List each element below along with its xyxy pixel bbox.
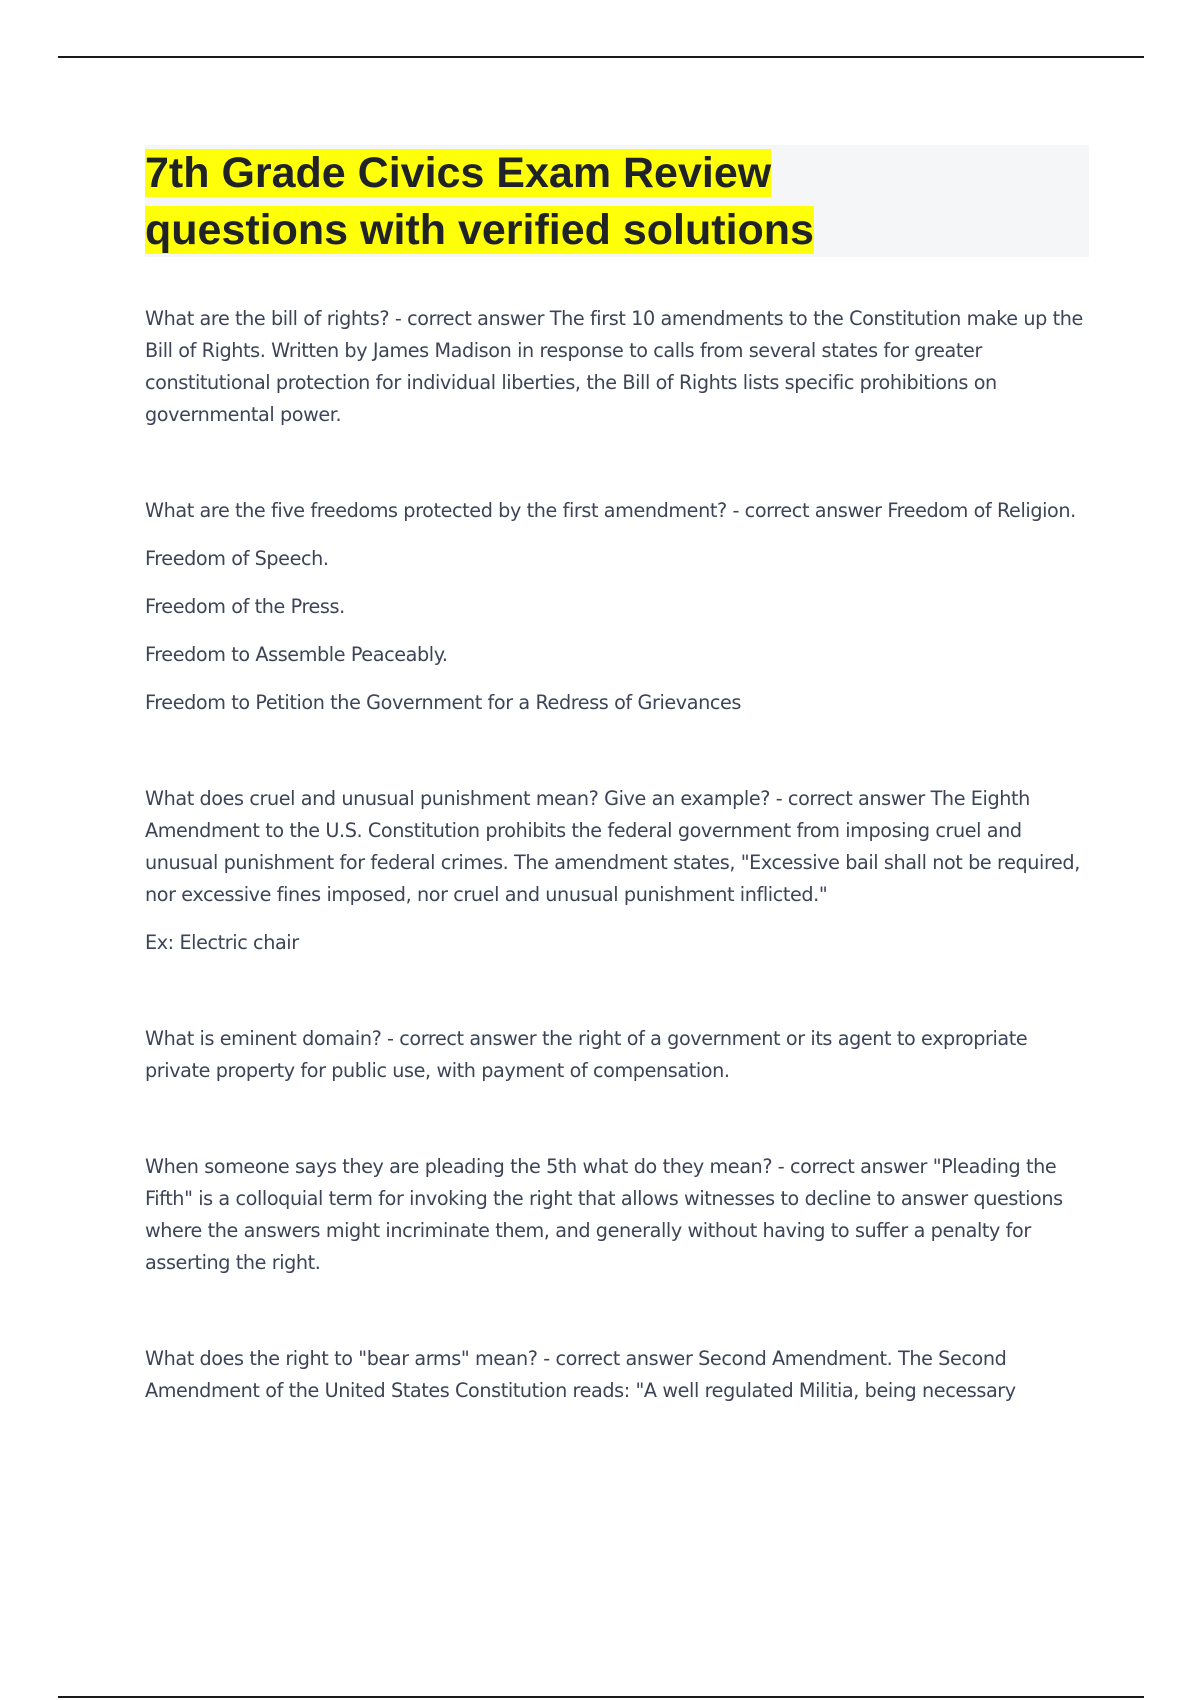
qa-item-pleading-fifth: [145, 1151, 1090, 1279]
qa-text: Freedom of the Press.: [145, 595, 345, 618]
qa-text: When someone says they are pleading the 5th what do they mean? - correct answer "Pleading the Fifth" is a colloquial term for invoking the right that allows witnesses to decline to answer questions where the answers might incriminate them, and generally without having to suffer a penalty for asserting the right.: [145, 1155, 1063, 1274]
qa-item-bill-of-rights: [145, 303, 1090, 431]
qa-text: Freedom to Assemble Peaceably.: [145, 643, 448, 666]
qa-text: What does the right to "bear arms" mean? - correct answer Second Amendment. The Second Amendment of the United States Constitution reads: "A well regulated Militia, being necessary: [145, 1347, 1016, 1402]
title-line-1: 7th Grade Civics Exam Review: [145, 149, 772, 197]
title-line-2: questions with verified solutions: [145, 206, 814, 254]
qa-text: What is eminent domain? - correct answer the right of a government or its agent to expropriate private property for public use, with payment of compensation.: [145, 1027, 1028, 1082]
bottom-rule: [58, 1696, 1144, 1698]
title-block: [145, 145, 1089, 257]
qa-item-bear-arms: [145, 1343, 1090, 1407]
page-title: [145, 145, 1089, 259]
qa-item-eminent-domain: [145, 1023, 1090, 1087]
qa-text: Freedom to Petition the Government for a Redress of Grievances: [145, 691, 741, 714]
qa-text: Ex: Electric chair: [145, 931, 299, 954]
qa-text: What are the five freedoms protected by the first amendment? - correct answer Freedom of Religion.: [145, 499, 1076, 522]
qa-list: [145, 303, 1090, 1471]
qa-text: What does cruel and unusual punishment mean? Give an example? - correct answer The Eighth Amendment to the U.S. Constitution prohibits the federal government from imposing cruel and unusual punishment for federal crimes. The amendment states, "Excessive bail shall not be required, nor excessive fines imposed, nor cruel and unusual punishment inflicted.": [145, 787, 1080, 906]
qa-item-first-amendment: [145, 495, 1090, 719]
qa-text: What are the bill of rights? - correct answer The first 10 amendments to the Constitution make up the Bill of Rights. Written by James Madison in response to calls from several states for greater constitutional protection for individual liberties, the Bill of Rights lists specific prohibitions on governmental power.: [145, 307, 1083, 426]
qa-text: Freedom of Speech.: [145, 547, 329, 570]
qa-item-cruel-punishment: [145, 783, 1090, 959]
top-rule: [58, 56, 1144, 58]
